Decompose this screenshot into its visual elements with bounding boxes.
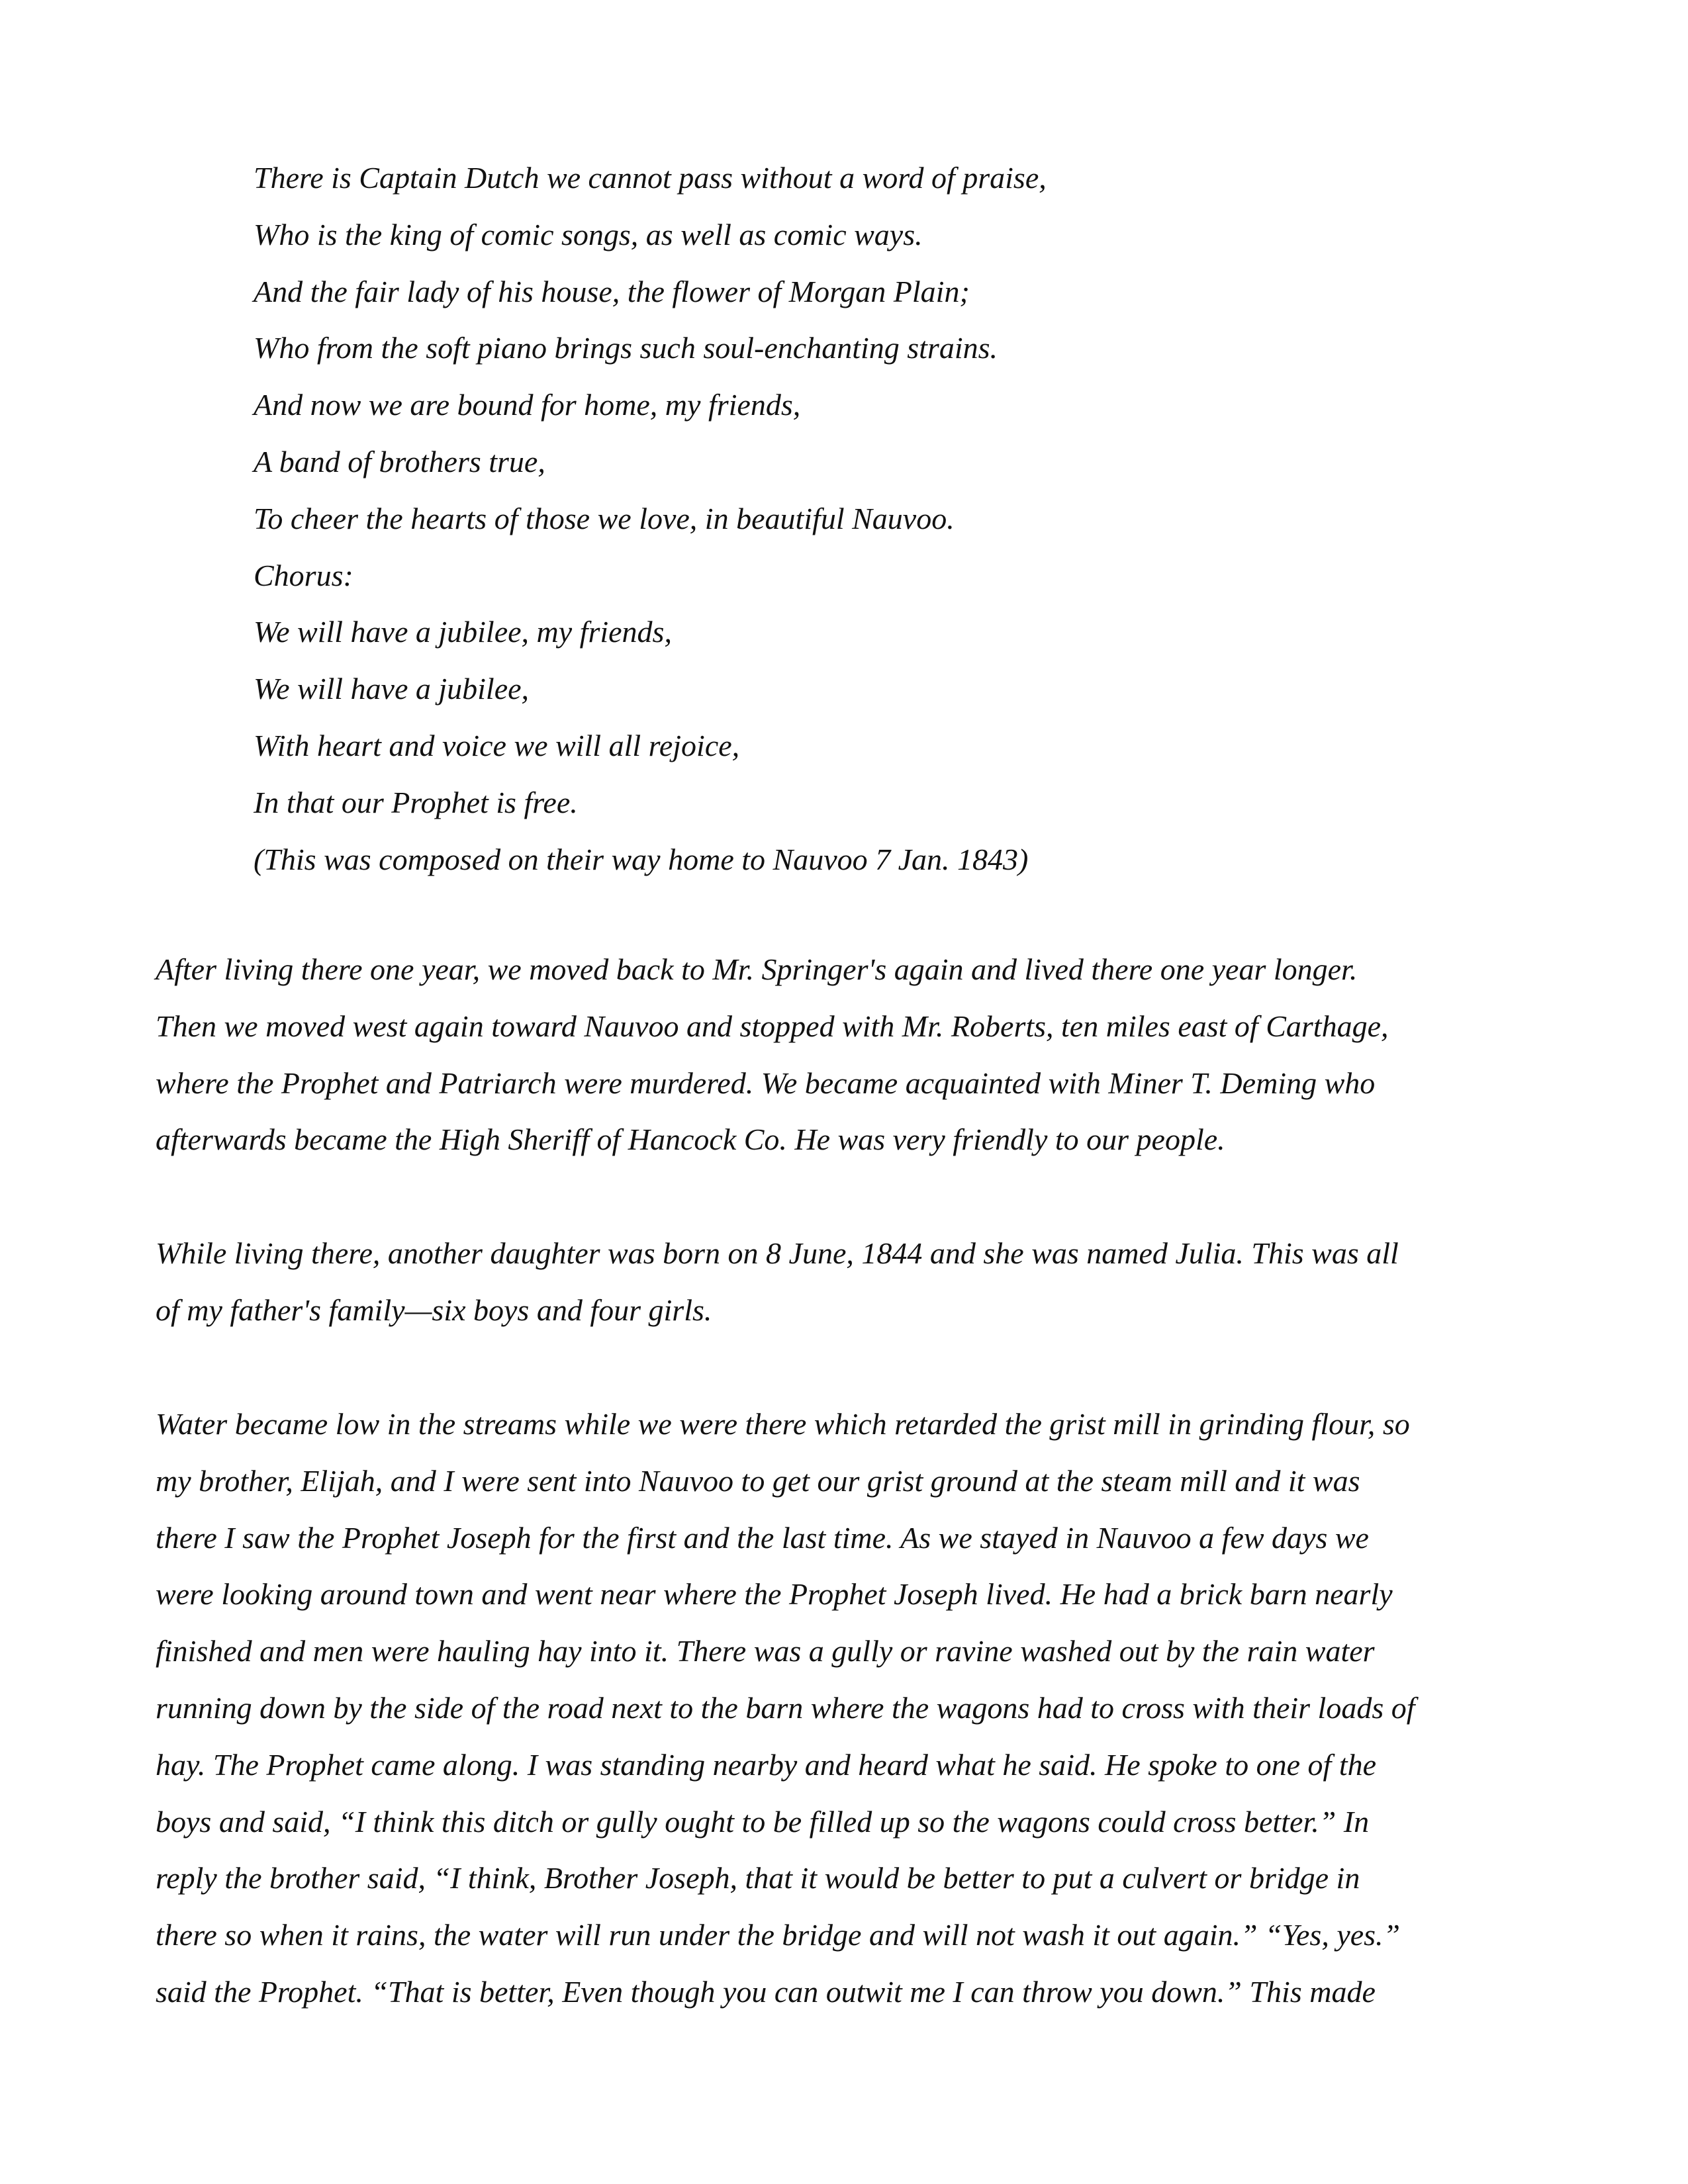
- paragraph-line: running down by the side of the road next to the barn where the wagons had to cross with their loads of: [156, 1690, 1415, 1725]
- poem-line: Who is the king of comic songs, as well as comic ways.: [254, 217, 923, 251]
- paragraph-line: boys and said, “I think this ditch or gully ought to be filled up so the wagons could cross better.” In: [156, 1804, 1370, 1839]
- paragraph-line: there so when it rains, the water will run under the bridge and will not wash it out again.” “Yes, yes.”: [156, 1918, 1401, 1952]
- paragraph-line: reply the brother said, “I think, Brother Joseph, that it would be better to put a culvert or bridge in: [156, 1861, 1360, 1895]
- poem-chorus-heading: Chorus:: [254, 558, 353, 592]
- paragraph-line: Water became low in the streams while we were there which retarded the grist mill in grinding flour, so: [156, 1407, 1410, 1441]
- paragraph-line: where the Prophet and Patriarch were murdered. We became acquainted with Miner T. Deming who: [156, 1066, 1376, 1100]
- paragraph-line: were looking around town and went near where the Prophet Joseph lived. He had a brick barn nearly: [156, 1577, 1393, 1612]
- poem-block: [254, 150, 1511, 887]
- poem-line: To cheer the hearts of those we love, in beautiful Nauvoo.: [254, 501, 955, 535]
- paragraph-moving-west: [156, 941, 1532, 1168]
- poem-line: With heart and voice we will all rejoice,: [254, 728, 740, 762]
- paragraph-line: there I saw the Prophet Joseph for the first and the last time. As we stayed in Nauvoo a few days we: [156, 1520, 1369, 1555]
- poem-line: There is Captain Dutch we cannot pass without a word of praise,: [254, 161, 1047, 195]
- poem-line: We will have a jubilee, my friends,: [254, 615, 672, 649]
- poem-line: And the fair lady of his house, the flower of Morgan Plain;: [254, 274, 970, 308]
- paragraph-line: afterwards became the High Sheriff of Hancock Co. He was very friendly to our people.: [156, 1122, 1225, 1157]
- poem-line: Who from the soft piano brings such soul-enchanting strains.: [254, 331, 998, 365]
- paragraph-julia-birth: [156, 1225, 1532, 1339]
- paragraph-line: said the Prophet. “That is better, Even though you can outwit me I can throw you down.” This made: [156, 1974, 1376, 2009]
- paragraph-prophet-joseph: [156, 1396, 1532, 2021]
- paragraph-line: finished and men were hauling hay into it. There was a gully or ravine washed out by the rain water: [156, 1634, 1375, 1668]
- poem-line: We will have a jubilee,: [254, 672, 530, 706]
- paragraph-line: my brother, Elijah, and I were sent into Nauvoo to get our grist ground at the steam mill and it was: [156, 1463, 1360, 1498]
- poem-line: In that our Prophet is free.: [254, 785, 578, 819]
- poem-line: And now we are bound for home, my friends,: [254, 388, 801, 422]
- paragraph-line: While living there, another daughter was born on 8 June, 1844 and she was named Julia. This was all: [156, 1236, 1399, 1270]
- paragraph-line: hay. The Prophet came along. I was standing nearby and heard what he said. He spoke to one of the: [156, 1747, 1377, 1782]
- poem-line: A band of brothers true,: [254, 444, 545, 478]
- paragraph-line: After living there one year, we moved back to Mr. Springer's again and lived there one year longer.: [156, 952, 1358, 986]
- poem-note: (This was composed on their way home to Nauvoo 7 Jan. 1843): [254, 842, 1029, 876]
- paragraph-line: of my father's family—six boys and four girls.: [156, 1293, 712, 1327]
- paragraph-line: Then we moved west again toward Nauvoo and stopped with Mr. Roberts, ten miles east of Carthage,: [156, 1009, 1389, 1043]
